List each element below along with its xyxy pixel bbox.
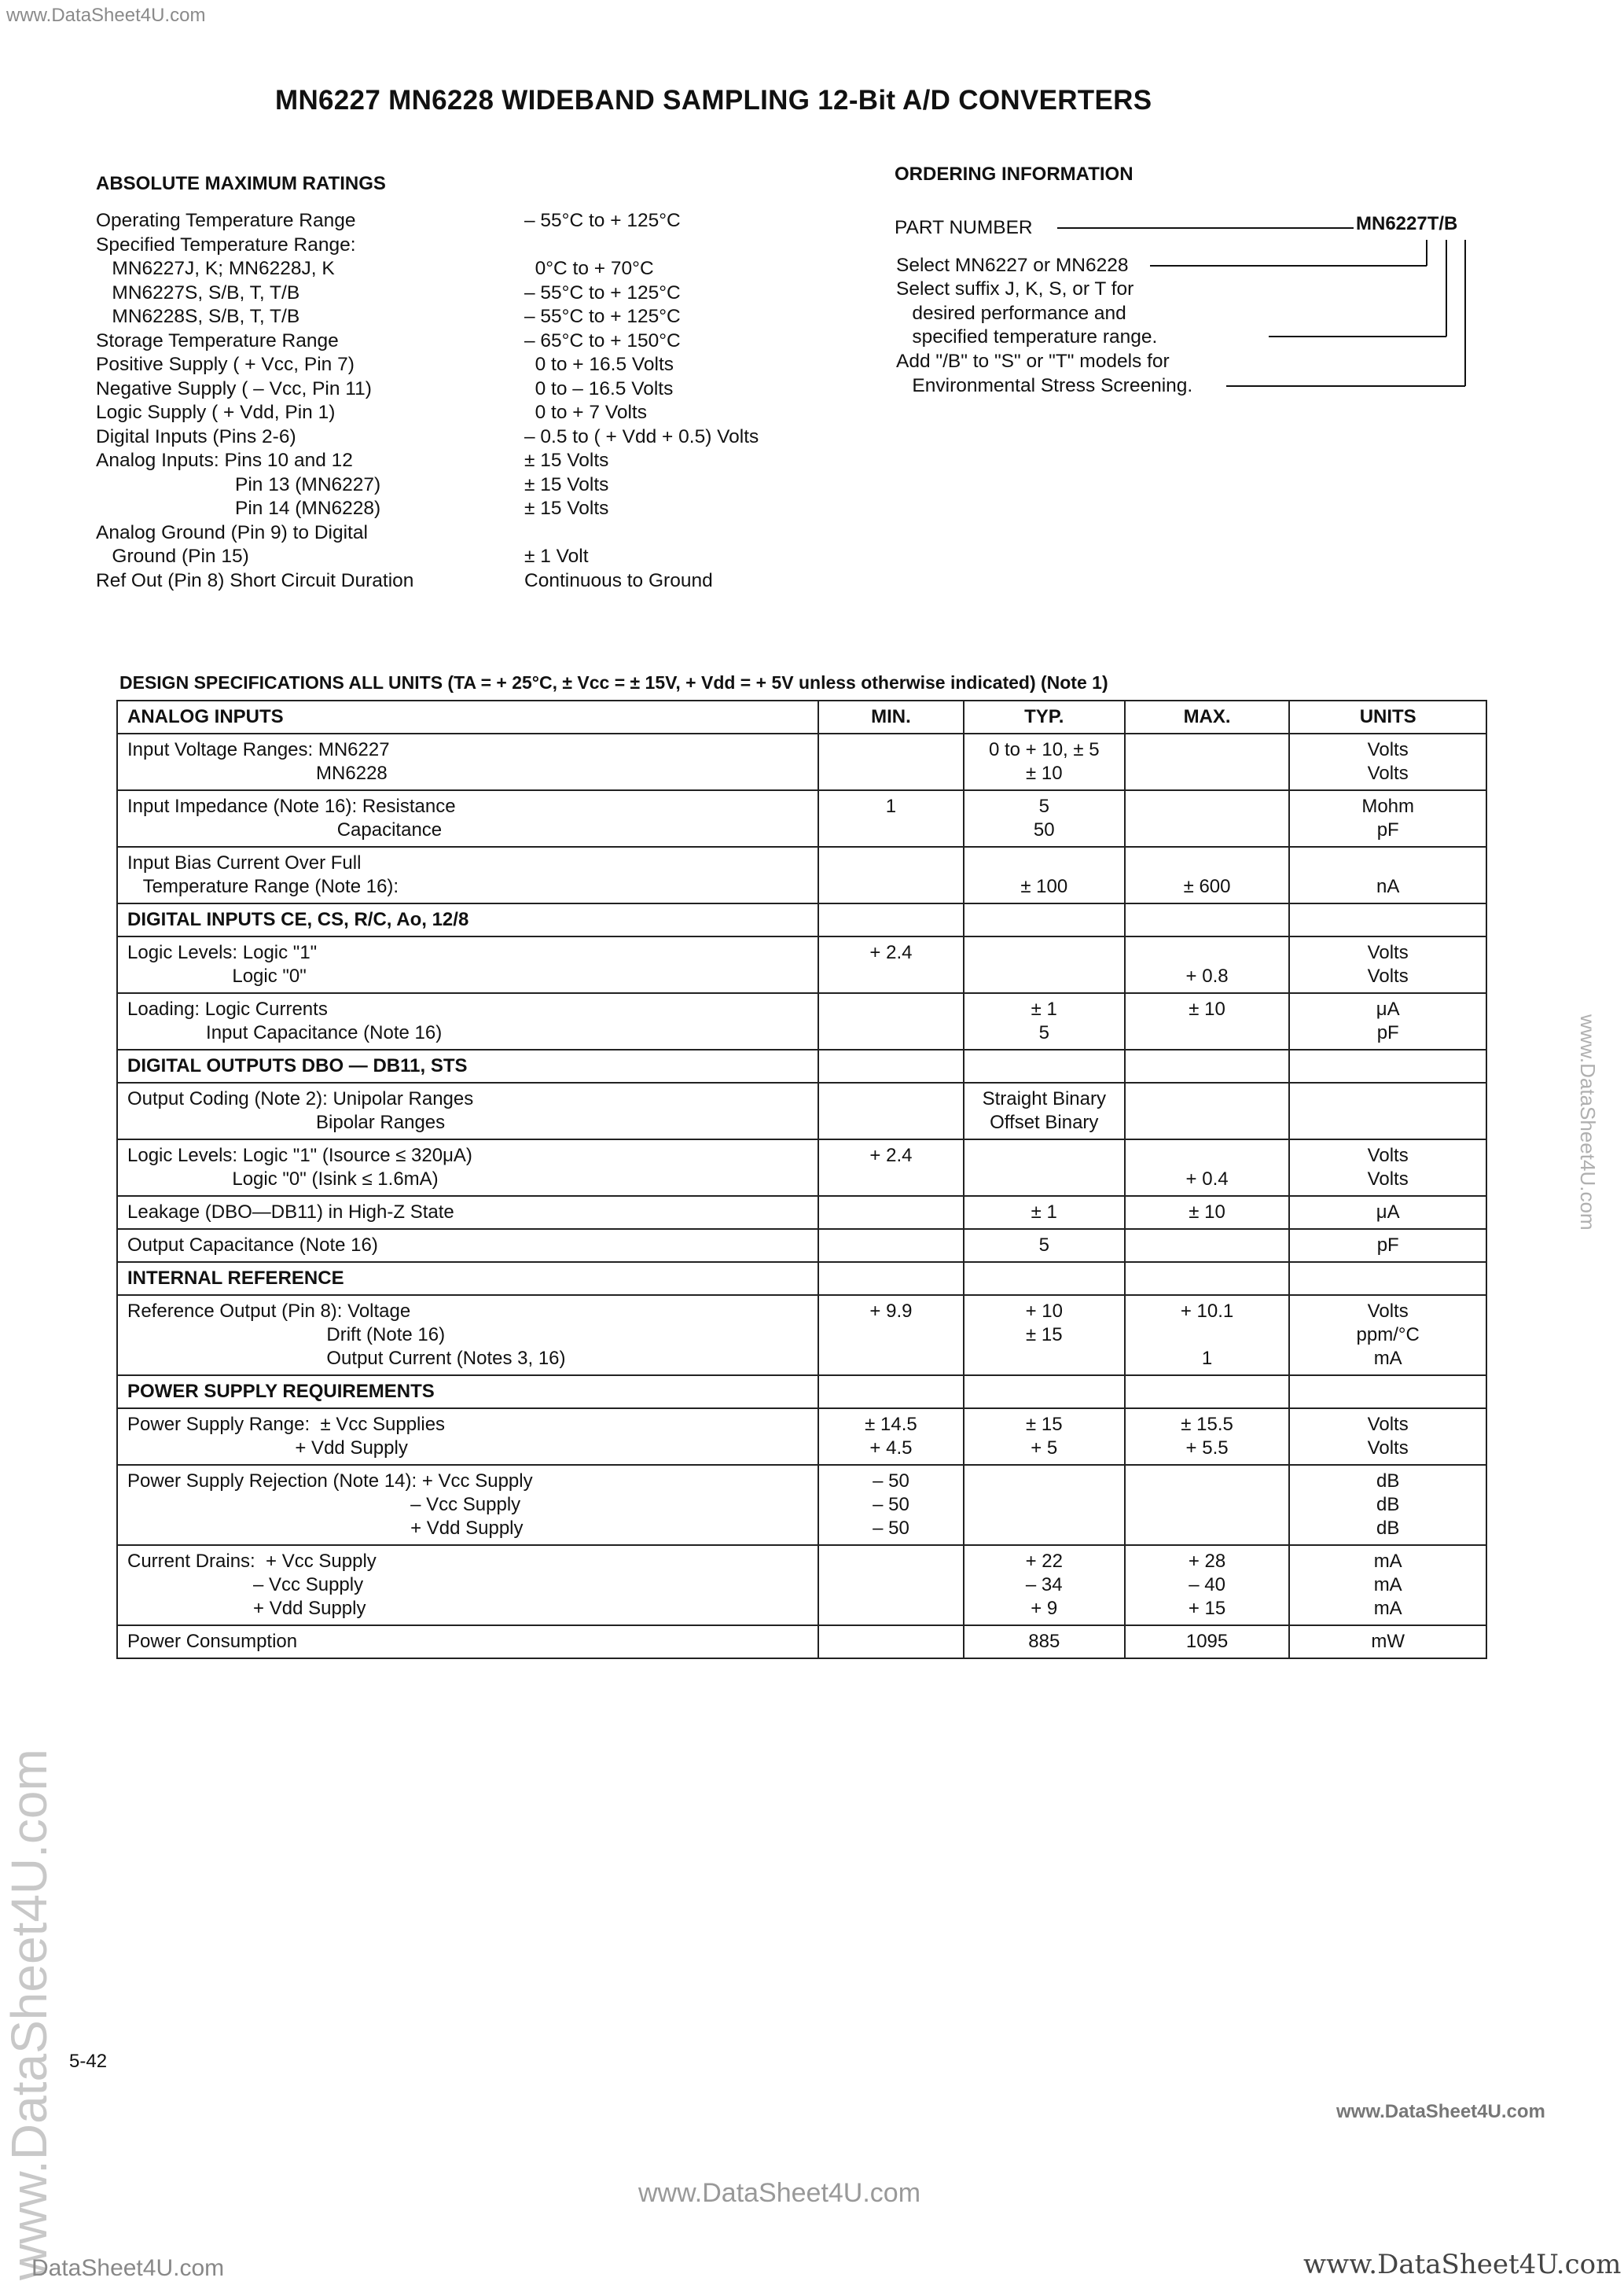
spec-cell-min	[818, 1050, 964, 1083]
spec-cell-label: DIGITAL OUTPUTS DBO — DB11, STS	[117, 1050, 818, 1083]
spec-cell-max: ± 15.5 + 5.5	[1125, 1408, 1290, 1465]
spec-cell-typ: TYP.	[964, 701, 1125, 734]
page-title: MN6227 MN6228 WIDEBAND SAMPLING 12-Bit A/D CONVERTERS	[275, 85, 1152, 116]
spec-cell-label: Output Coding (Note 2): Unipolar Ranges Bipolar Ranges	[117, 1083, 818, 1139]
ordering-heading: ORDERING INFORMATION	[895, 164, 1133, 185]
spec-row	[117, 1295, 1486, 1375]
watermark-bottom-center: www.DataSheet4U.com	[638, 2178, 921, 2208]
abs-max-value: – 65°C to + 150°C	[524, 329, 681, 351]
spec-cell-typ: + 22 – 34 + 9	[964, 1545, 1125, 1625]
ordering-part-label: PART NUMBER	[895, 217, 1033, 238]
watermark-top-left: www.DataSheet4U.com	[6, 5, 206, 26]
ordering-line: Environmental Stress Screening.	[896, 375, 1193, 396]
abs-max-value: 0 to + 16.5 Volts	[524, 354, 674, 375]
spec-cell-units: Volts Volts	[1289, 1139, 1486, 1196]
spec-cell-typ: 0 to + 10, ± 5 ± 10	[964, 734, 1125, 790]
spec-cell-typ: 5	[964, 1229, 1125, 1262]
spec-cell-min	[818, 1196, 964, 1229]
spec-cell-label: Power Consumption	[117, 1625, 818, 1658]
spec-cell-typ	[964, 1262, 1125, 1295]
spec-cell-min	[818, 1229, 964, 1262]
spec-section-row	[117, 903, 1486, 936]
abs-max-label: MN6227S, S/B, T, T/B	[96, 281, 300, 304]
watermark-bottom-right: www.DataSheet4U.com	[1303, 2249, 1622, 2280]
watermark-right-vertical: www.DataSheet4U.com	[1576, 1014, 1600, 1231]
spec-row	[117, 1196, 1486, 1229]
spec-row	[117, 1465, 1486, 1545]
abs-max-label: Storage Temperature Range	[96, 329, 339, 351]
spec-cell-max	[1125, 790, 1290, 847]
spec-cell-typ: 5 50	[964, 790, 1125, 847]
abs-max-value: – 55°C to + 125°C	[524, 210, 681, 231]
spec-cell-min	[818, 1262, 964, 1295]
spec-cell-units: Volts Volts	[1289, 936, 1486, 993]
ordering-line: specified temperature range.	[896, 326, 1158, 348]
spec-cell-typ	[964, 1050, 1125, 1083]
ordering-part-value: MN6227T/B	[1356, 213, 1458, 234]
spec-cell-units: dB dB dB	[1289, 1465, 1486, 1545]
spec-cell-typ	[964, 936, 1125, 993]
abs-max-row	[96, 473, 835, 498]
abs-max-label: MN6228S, S/B, T, T/B	[96, 306, 300, 327]
spec-cell-min	[818, 734, 964, 790]
abs-max-list	[96, 209, 835, 593]
spec-row	[117, 1625, 1486, 1658]
spec-cell-label: POWER SUPPLY REQUIREMENTS	[117, 1375, 818, 1408]
spec-row	[117, 790, 1486, 847]
spec-cell-label: DIGITAL INPUTS CE, CS, R/C, Ao, 12/8	[117, 903, 818, 936]
abs-max-row	[96, 353, 835, 377]
spec-cell-max	[1125, 1465, 1290, 1545]
spec-cell-min: MIN.	[818, 701, 964, 734]
ordering-line: desired performance and	[896, 303, 1126, 324]
watermark-left-vertical: www.DataSheet4U.com	[1, 1749, 57, 2280]
spec-cell-min	[818, 847, 964, 903]
spec-section-row	[117, 1375, 1486, 1408]
spec-cell-max	[1125, 1050, 1290, 1083]
spec-cell-max: ± 10	[1125, 993, 1290, 1050]
spec-cell-max	[1125, 1262, 1290, 1295]
abs-max-label: Pin 14 (MN6228)	[96, 498, 381, 519]
spec-row	[117, 847, 1486, 903]
watermark-bottom-left: DataSheet4U.com	[31, 2255, 225, 2281]
spec-cell-max	[1125, 1083, 1290, 1139]
spec-cell-max: 1095	[1125, 1625, 1290, 1658]
spec-cell-max: + 28 – 40 + 15	[1125, 1545, 1290, 1625]
spec-section-row	[117, 701, 1486, 734]
spec-cell-max: ± 600	[1125, 847, 1290, 903]
spec-cell-units	[1289, 1050, 1486, 1083]
spec-cell-min: + 9.9	[818, 1295, 964, 1375]
spec-cell-min	[818, 1375, 964, 1408]
spec-cell-max: + 0.4	[1125, 1139, 1290, 1196]
abs-max-row	[96, 209, 835, 234]
spec-cell-max: + 10.1 1	[1125, 1295, 1290, 1375]
spec-table	[116, 700, 1487, 1659]
abs-max-label: Ground (Pin 15)	[96, 546, 249, 567]
abs-max-value: ± 15 Volts	[524, 498, 609, 519]
spec-cell-typ: 885	[964, 1625, 1125, 1658]
abs-max-label: MN6227J, K; MN6228J, K	[96, 258, 335, 279]
spec-cell-max	[1125, 1229, 1290, 1262]
abs-max-value: – 0.5 to ( + Vdd + 0.5) Volts	[524, 425, 759, 447]
ordering-line: Select MN6227 or MN6228	[896, 255, 1129, 276]
spec-cell-typ	[964, 1465, 1125, 1545]
spec-cell-min	[818, 903, 964, 936]
spec-cell-units	[1289, 1083, 1486, 1139]
abs-max-value: ± 15 Volts	[524, 473, 609, 495]
spec-cell-units: Volts ppm/°C mA	[1289, 1295, 1486, 1375]
abs-max-row	[96, 257, 835, 281]
spec-row	[117, 1229, 1486, 1262]
abs-max-row	[96, 305, 835, 329]
spec-cell-units: Mohm pF	[1289, 790, 1486, 847]
abs-max-label: Ref Out (Pin 8) Short Circuit Duration	[96, 569, 414, 591]
abs-max-label: Analog Inputs: Pins 10 and 12	[96, 450, 353, 471]
spec-cell-max: ± 10	[1125, 1196, 1290, 1229]
spec-cell-label: Power Supply Rejection (Note 14): + Vcc Supply – Vcc Supply + Vdd Supply	[117, 1465, 818, 1545]
abs-max-row	[96, 449, 835, 473]
spec-cell-units	[1289, 1262, 1486, 1295]
abs-max-value: – 55°C to + 125°C	[524, 281, 681, 304]
spec-cell-units	[1289, 1375, 1486, 1408]
spec-cell-label: Logic Levels: Logic "1" (Isource ≤ 320μA) Logic "0" (Isink ≤ 1.6mA)	[117, 1139, 818, 1196]
abs-max-label: Pin 13 (MN6227)	[96, 473, 381, 495]
spec-row	[117, 936, 1486, 993]
spec-cell-min: – 50 – 50 – 50	[818, 1465, 964, 1545]
spec-cell-units: Volts Volts	[1289, 1408, 1486, 1465]
ordering-line: Select suffix J, K, S, or T for	[896, 278, 1134, 300]
abs-max-value: – 55°C to + 125°C	[524, 306, 681, 327]
watermark-bottom-right-bold: www.DataSheet4U.com	[1336, 2101, 1545, 2122]
abs-max-label: Logic Supply ( + Vdd, Pin 1)	[96, 402, 336, 423]
spec-cell-label: Input Bias Current Over Full Temperature Range (Note 16):	[117, 847, 818, 903]
spec-section-row	[117, 1262, 1486, 1295]
ordering-line: Add "/B" to "S" or "T" models for	[896, 351, 1170, 372]
spec-cell-label: Output Capacitance (Note 16)	[117, 1229, 818, 1262]
spec-cell-max	[1125, 1375, 1290, 1408]
spec-row	[117, 1083, 1486, 1139]
spec-cell-min: 1	[818, 790, 964, 847]
spec-cell-label: INTERNAL REFERENCE	[117, 1262, 818, 1295]
abs-max-value: 0 to – 16.5 Volts	[524, 377, 674, 399]
abs-max-row	[96, 497, 835, 521]
abs-max-label: Positive Supply ( + Vcc, Pin 7)	[96, 354, 355, 375]
page-number: 5-42	[69, 2051, 108, 2072]
abs-max-row	[96, 425, 835, 450]
abs-max-label: Digital Inputs (Pins 2-6)	[96, 425, 296, 447]
spec-row	[117, 734, 1486, 790]
spec-cell-typ: ± 100	[964, 847, 1125, 903]
spec-cell-max: MAX.	[1125, 701, 1290, 734]
spec-cell-min	[818, 1545, 964, 1625]
spec-cell-max	[1125, 734, 1290, 790]
spec-cell-label: Reference Output (Pin 8): Voltage Drift (Note 16) Output Current (Notes 3, 16)	[117, 1295, 818, 1375]
abs-max-value: ± 1 Volt	[524, 546, 589, 567]
spec-cell-units: μA	[1289, 1196, 1486, 1229]
abs-max-label: Specified Temperature Range:	[96, 234, 356, 256]
spec-cell-min	[818, 993, 964, 1050]
spec-cell-typ: ± 15 + 5	[964, 1408, 1125, 1465]
abs-max-value: 0°C to + 70°C	[524, 258, 654, 279]
abs-max-row	[96, 569, 835, 594]
spec-cell-max: + 0.8	[1125, 936, 1290, 993]
abs-max-row	[96, 377, 835, 402]
spec-heading: DESIGN SPECIFICATIONS ALL UNITS (TA = + 25°C, ± Vcc = ± 15V, + Vdd = + 5V unless otherwise indicated) (Note 1)	[119, 672, 1108, 693]
spec-cell-label: Input Impedance (Note 16): Resistance Capacitance	[117, 790, 818, 847]
spec-cell-units: nA	[1289, 847, 1486, 903]
spec-cell-typ: ± 1	[964, 1196, 1125, 1229]
spec-cell-label: Power Supply Range: ± Vcc Supplies + Vdd Supply	[117, 1408, 818, 1465]
spec-cell-units: mA mA mA	[1289, 1545, 1486, 1625]
spec-cell-typ	[964, 1375, 1125, 1408]
abs-max-label: Operating Temperature Range	[96, 210, 356, 231]
spec-cell-min	[818, 1625, 964, 1658]
spec-cell-label: Logic Levels: Logic "1" Logic "0"	[117, 936, 818, 993]
spec-cell-typ: Straight Binary Offset Binary	[964, 1083, 1125, 1139]
spec-cell-units: μA pF	[1289, 993, 1486, 1050]
spec-cell-units: mW	[1289, 1625, 1486, 1658]
spec-cell-units: pF	[1289, 1229, 1486, 1262]
spec-cell-min	[818, 1083, 964, 1139]
spec-cell-label: ANALOG INPUTS	[117, 701, 818, 734]
abs-max-row	[96, 234, 835, 258]
abs-max-label: Analog Ground (Pin 9) to Digital	[96, 521, 368, 543]
spec-cell-typ	[964, 903, 1125, 936]
abs-max-row	[96, 281, 835, 306]
abs-max-heading: ABSOLUTE MAXIMUM RATINGS	[96, 173, 386, 194]
spec-cell-max	[1125, 903, 1290, 936]
abs-max-row	[96, 401, 835, 425]
abs-max-row	[96, 545, 835, 569]
spec-row	[117, 1408, 1486, 1465]
spec-cell-min: ± 14.5 + 4.5	[818, 1408, 964, 1465]
spec-section-row	[117, 1050, 1486, 1083]
abs-max-label: Negative Supply ( – Vcc, Pin 11)	[96, 377, 372, 399]
spec-cell-typ: + 10 ± 15	[964, 1295, 1125, 1375]
spec-cell-units: UNITS	[1289, 701, 1486, 734]
spec-cell-min: + 2.4	[818, 936, 964, 993]
spec-cell-label: Input Voltage Ranges: MN6227 MN6228	[117, 734, 818, 790]
abs-max-row	[96, 329, 835, 354]
spec-cell-units	[1289, 903, 1486, 936]
spec-cell-units: Volts Volts	[1289, 734, 1486, 790]
spec-cell-typ: ± 1 5	[964, 993, 1125, 1050]
abs-max-row	[96, 521, 835, 546]
abs-max-value: ± 15 Volts	[524, 450, 609, 471]
spec-cell-min: + 2.4	[818, 1139, 964, 1196]
spec-row	[117, 1139, 1486, 1196]
spec-cell-label: Loading: Logic Currents Input Capacitance (Note 16)	[117, 993, 818, 1050]
abs-max-value: 0 to + 7 Volts	[524, 402, 647, 423]
spec-cell-label: Current Drains: + Vcc Supply – Vcc Supply + Vdd Supply	[117, 1545, 818, 1625]
spec-row	[117, 1545, 1486, 1625]
spec-cell-typ	[964, 1139, 1125, 1196]
spec-cell-label: Leakage (DBO—DB11) in High-Z State	[117, 1196, 818, 1229]
spec-row	[117, 993, 1486, 1050]
abs-max-value: Continuous to Ground	[524, 569, 713, 591]
